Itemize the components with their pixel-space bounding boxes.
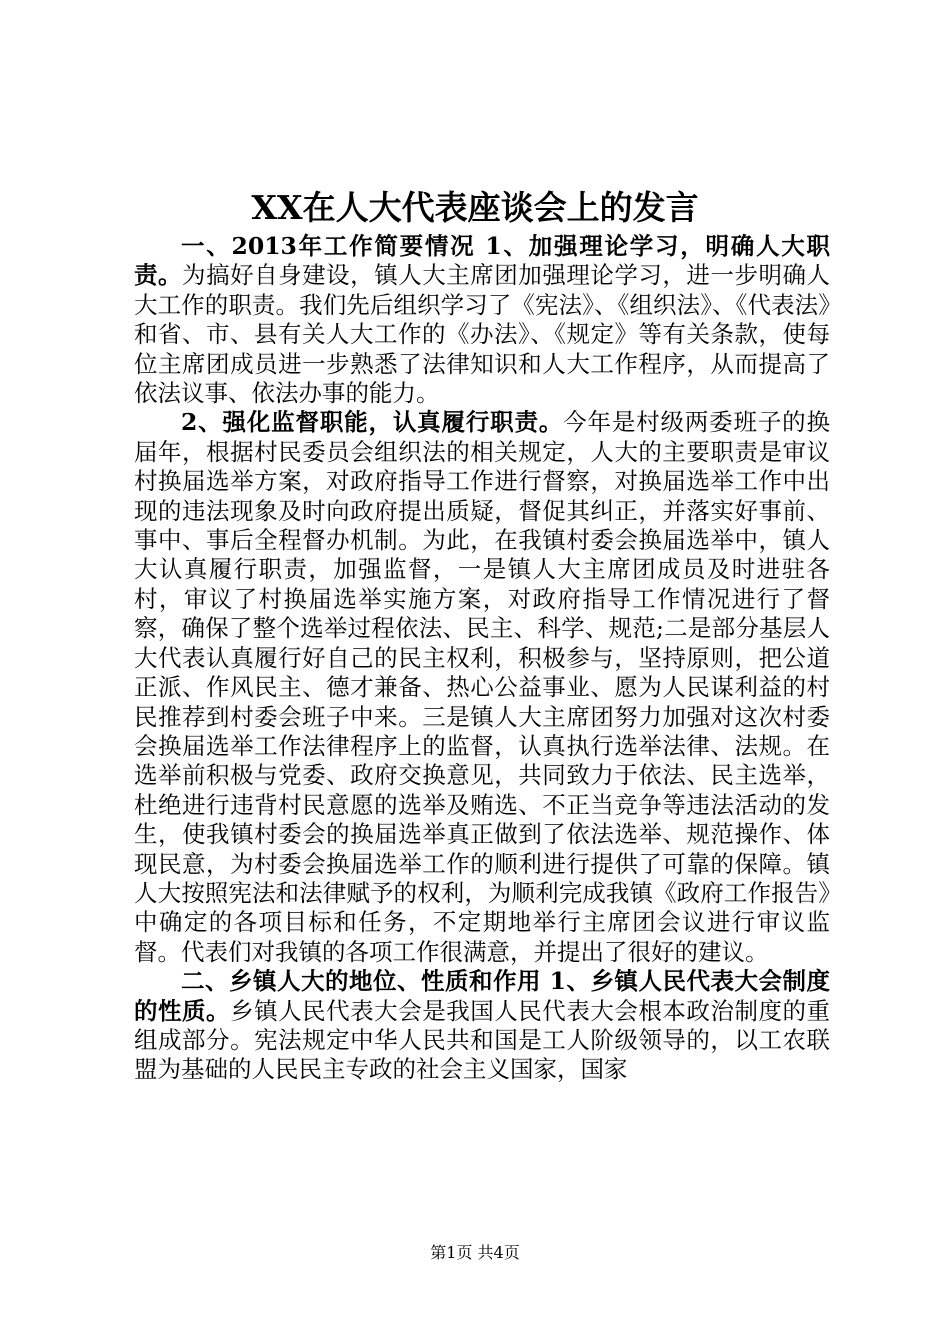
paragraph-1 [134,232,830,408]
paragraph-3-text: 乡镇人民代表大会是我国人民代表大会根本政治制度的重组成部分。宪法规定中华人民共和国是工人阶级领导的，以工农联盟为基础的人民民主专政的社会主义国家，国家 [134,996,831,1084]
paragraph-1-text: 为搞好自身建设，镇人大主席团加强理论学习，进一步明确人大工作的职责。我们先后组织学习了《宪法》、《组织法》、《代表法》和省、市、县有关人大工作的《办法》、《规定》等有关条款，使每位主席团成员进一步熟悉了法律知识和人大工作程序，从而提高了依法议事、依法办事的能力。 [134,261,831,408]
paragraph-3 [134,967,830,1085]
paragraph-2-text: 今年是村级两委班子的换届年，根据村民委员会组织法的相关规定，人大的主要职责是审议村换届选举方案，对政府指导工作进行督察，对换届选举工作中出现的违法现象及时向政府提出质疑，督促其纠正，并落实好事前、事中、事后全程督办机制。为此，在我镇村委会换届选举中，镇人大认真履行职责，加强监督，一是镇人大主席团成员及时进驻各村，审议了村换届选举实施方案，对政府指导工作情况进行了督察，确保了整个选举过程依法、民主、科学、规范;二是部分基层人大代表认真履行好自己的民主权利，积极参与，坚持原则，把公道正派、作风民主、德才兼备、热心公益事业、愿为人民谋利益的村民推荐到村委会班子中来。三是镇人大主席团努力加强对这次村委会换届选举工作法律程序上的监督，认真执行选举法律、法规。在选举前积极与党委、政府交换意见，共同致力于依法、民主选举，杜绝进行违背村民意愿的选举及贿选、不正当竞争等违法活动的发生，使我镇村委会的换届选举真正做到了依法选举、规范操作、体现民意，为村委会换届选举工作的顺利进行提供了可靠的保障。镇人大按照宪法和法律赋予的权利，为顺利完成我镇《政府工作报告》中确定的各项目标和任务，不定期地举行主席团会议进行审议监督。代表们对我镇的各项工作很满意，并提出了很好的建议。 [134,408,830,966]
paragraph-3-heading: 二、乡镇人大的地位、性质和作用 1、乡镇人民代表大会制度的性质。 [134,967,830,1025]
paragraph-2 [134,408,830,967]
page-title: XX在人大代表座谈会上的发言 [251,188,699,227]
paragraph-2-heading: 2、强化监督职能，认真履行职责。 [181,408,564,437]
document-body [134,232,830,1085]
paragraph-1-heading: 一、2013年工作简要情况 1、加强理论学习，明确人大职责。 [134,232,830,290]
page-footer: 第1页 共4页 [430,1243,520,1262]
